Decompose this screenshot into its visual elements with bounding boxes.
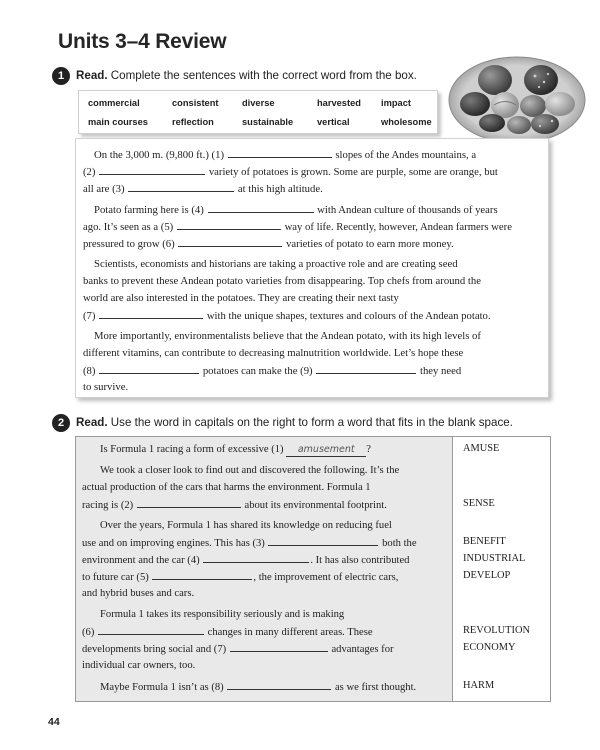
keyword: INDUSTRIAL xyxy=(463,553,526,564)
passage-line: (2) variety of potatoes is grown. Some are purple, some are orange, but xyxy=(83,166,498,178)
answer-blank-5[interactable] xyxy=(177,220,281,230)
passage-line: individual car owners, too. xyxy=(82,660,196,671)
passage-line: environment and the car (4) . It has also contributed xyxy=(82,555,410,566)
answer-blank-6[interactable] xyxy=(178,237,282,247)
passage-line: On the 3,000 m. (9,800 ft.) (1) slopes of the Andes mountains, a xyxy=(94,149,477,161)
passage-line: (8) potatoes can make the (9) they need xyxy=(83,365,462,377)
keyword: REVOLUTION xyxy=(463,625,530,636)
page-title: Units 3–4 Review xyxy=(58,30,227,53)
exercise-2-instruction xyxy=(76,416,513,429)
passage-line: We took a closer look to find out and discovered the following. It’s the xyxy=(100,465,400,476)
keyword: SENSE xyxy=(463,498,495,509)
answer-blank-3[interactable] xyxy=(268,536,378,546)
passage-line: developments bring social and (7) advantages for xyxy=(82,644,394,655)
keyword: BENEFIT xyxy=(463,536,506,547)
word-box-word: harvested xyxy=(317,98,361,108)
answer-blank-7[interactable] xyxy=(99,309,203,319)
answer-blank-5[interactable] xyxy=(152,570,252,580)
keyword: DEVELOP xyxy=(463,570,511,581)
example-answer: amusement xyxy=(286,445,366,457)
answer-blank-9[interactable] xyxy=(316,364,416,374)
potato-passage xyxy=(75,138,549,398)
passage-line: (7) with the unique shapes, textures and colours of the Andean potato. xyxy=(83,310,491,322)
passage-line: banks to prevent these Andean potato varieties from disappearing. Top chefs from around the xyxy=(83,275,481,287)
passage-line: racing is (2) about its environmental footprint. xyxy=(82,500,387,511)
answer-blank-8[interactable] xyxy=(227,680,331,690)
exercise-2-number: 2 xyxy=(52,414,70,432)
word-box-word: impact xyxy=(381,98,411,108)
word-box xyxy=(78,90,438,134)
keyword: HARM xyxy=(463,680,495,691)
answer-blank-8[interactable] xyxy=(99,364,199,374)
passage-line: pressured to grow (6) varieties of potato to earn more money. xyxy=(83,238,454,250)
keyword: AMUSE xyxy=(463,443,500,454)
answer-blank-3[interactable] xyxy=(128,182,234,192)
passage-line: world are also interested in the potatoes. They are creating their next tasty xyxy=(83,292,399,304)
passage-line: More importantly, environmentalists believe that the Andean potato, with its high levels of xyxy=(94,330,481,342)
word-box-word: sustainable xyxy=(242,117,294,127)
answer-blank-7[interactable] xyxy=(230,642,328,652)
passage-line: Over the years, Formula 1 has shared its knowledge on reducing fuel xyxy=(100,520,392,531)
passage-line: different vitamins, can contribute to decreasing malnutrition worldwide. Let’s hope these xyxy=(83,347,464,359)
keywords-column xyxy=(453,437,550,701)
exercise-1-instruction-text: Complete the sentences with the correct word from the box. xyxy=(107,69,417,82)
word-box-word: diverse xyxy=(242,98,275,108)
answer-blank-1[interactable] xyxy=(228,148,332,158)
passage-line: use and on improving engines. This has (3) both the xyxy=(82,538,417,549)
answer-blank-6[interactable] xyxy=(98,625,204,635)
answer-blank-2[interactable] xyxy=(99,165,205,175)
page-number: 44 xyxy=(48,716,60,728)
exercise-1-number: 1 xyxy=(52,67,70,85)
word-box-word: main courses xyxy=(88,117,148,127)
passage-line: actual production of the cars that harms the environment. Formula 1 xyxy=(82,482,371,493)
formula1-passage xyxy=(76,437,453,701)
passage-line: Is Formula 1 racing a form of excessive (1) amusement ? xyxy=(100,444,371,455)
exercise-1-instruction xyxy=(76,69,417,82)
passage-line: to survive. xyxy=(83,381,129,393)
passage-line: Formula 1 takes its responsibility seriously and is making xyxy=(100,609,345,620)
word-box-word: reflection xyxy=(172,117,214,127)
word-box-word: consistent xyxy=(172,98,219,108)
passage-line: ago. It’s seen as a (5) way of life. Recently, however, Andean farmers were xyxy=(83,221,512,233)
passage-line: Potato farming here is (4) with Andean culture of thousands of years xyxy=(94,204,498,216)
passage-line: (6) changes in many different areas. These xyxy=(82,627,373,638)
passage-line: Maybe Formula 1 isn’t as (8) as we first thought. xyxy=(100,682,417,693)
keyword: ECONOMY xyxy=(463,642,516,653)
exercise-1-label: Read. xyxy=(76,69,108,82)
passage-line: and hybrid buses and cars. xyxy=(82,588,195,599)
exercise-2-instruction-text: Use the word in capitals on the right to form a word that fits in the blank space. xyxy=(107,416,513,429)
word-formation-table xyxy=(75,436,551,702)
answer-blank-4[interactable] xyxy=(203,553,309,563)
passage-line: all are (3) at this high altitude. xyxy=(83,183,323,195)
passage-line: to future car (5) , the improvement of electric cars, xyxy=(82,572,399,583)
word-box-word: wholesome xyxy=(381,117,432,127)
word-box-word: commercial xyxy=(88,98,140,108)
passage-line: Scientists, economists and historians are taking a proactive role and are creating seed xyxy=(94,258,458,270)
answer-blank-2[interactable] xyxy=(137,498,241,508)
exercise-2-label: Read. xyxy=(76,416,108,429)
word-box-word: vertical xyxy=(317,117,350,127)
answer-blank-4[interactable] xyxy=(208,203,314,213)
potato-photo xyxy=(447,52,587,144)
